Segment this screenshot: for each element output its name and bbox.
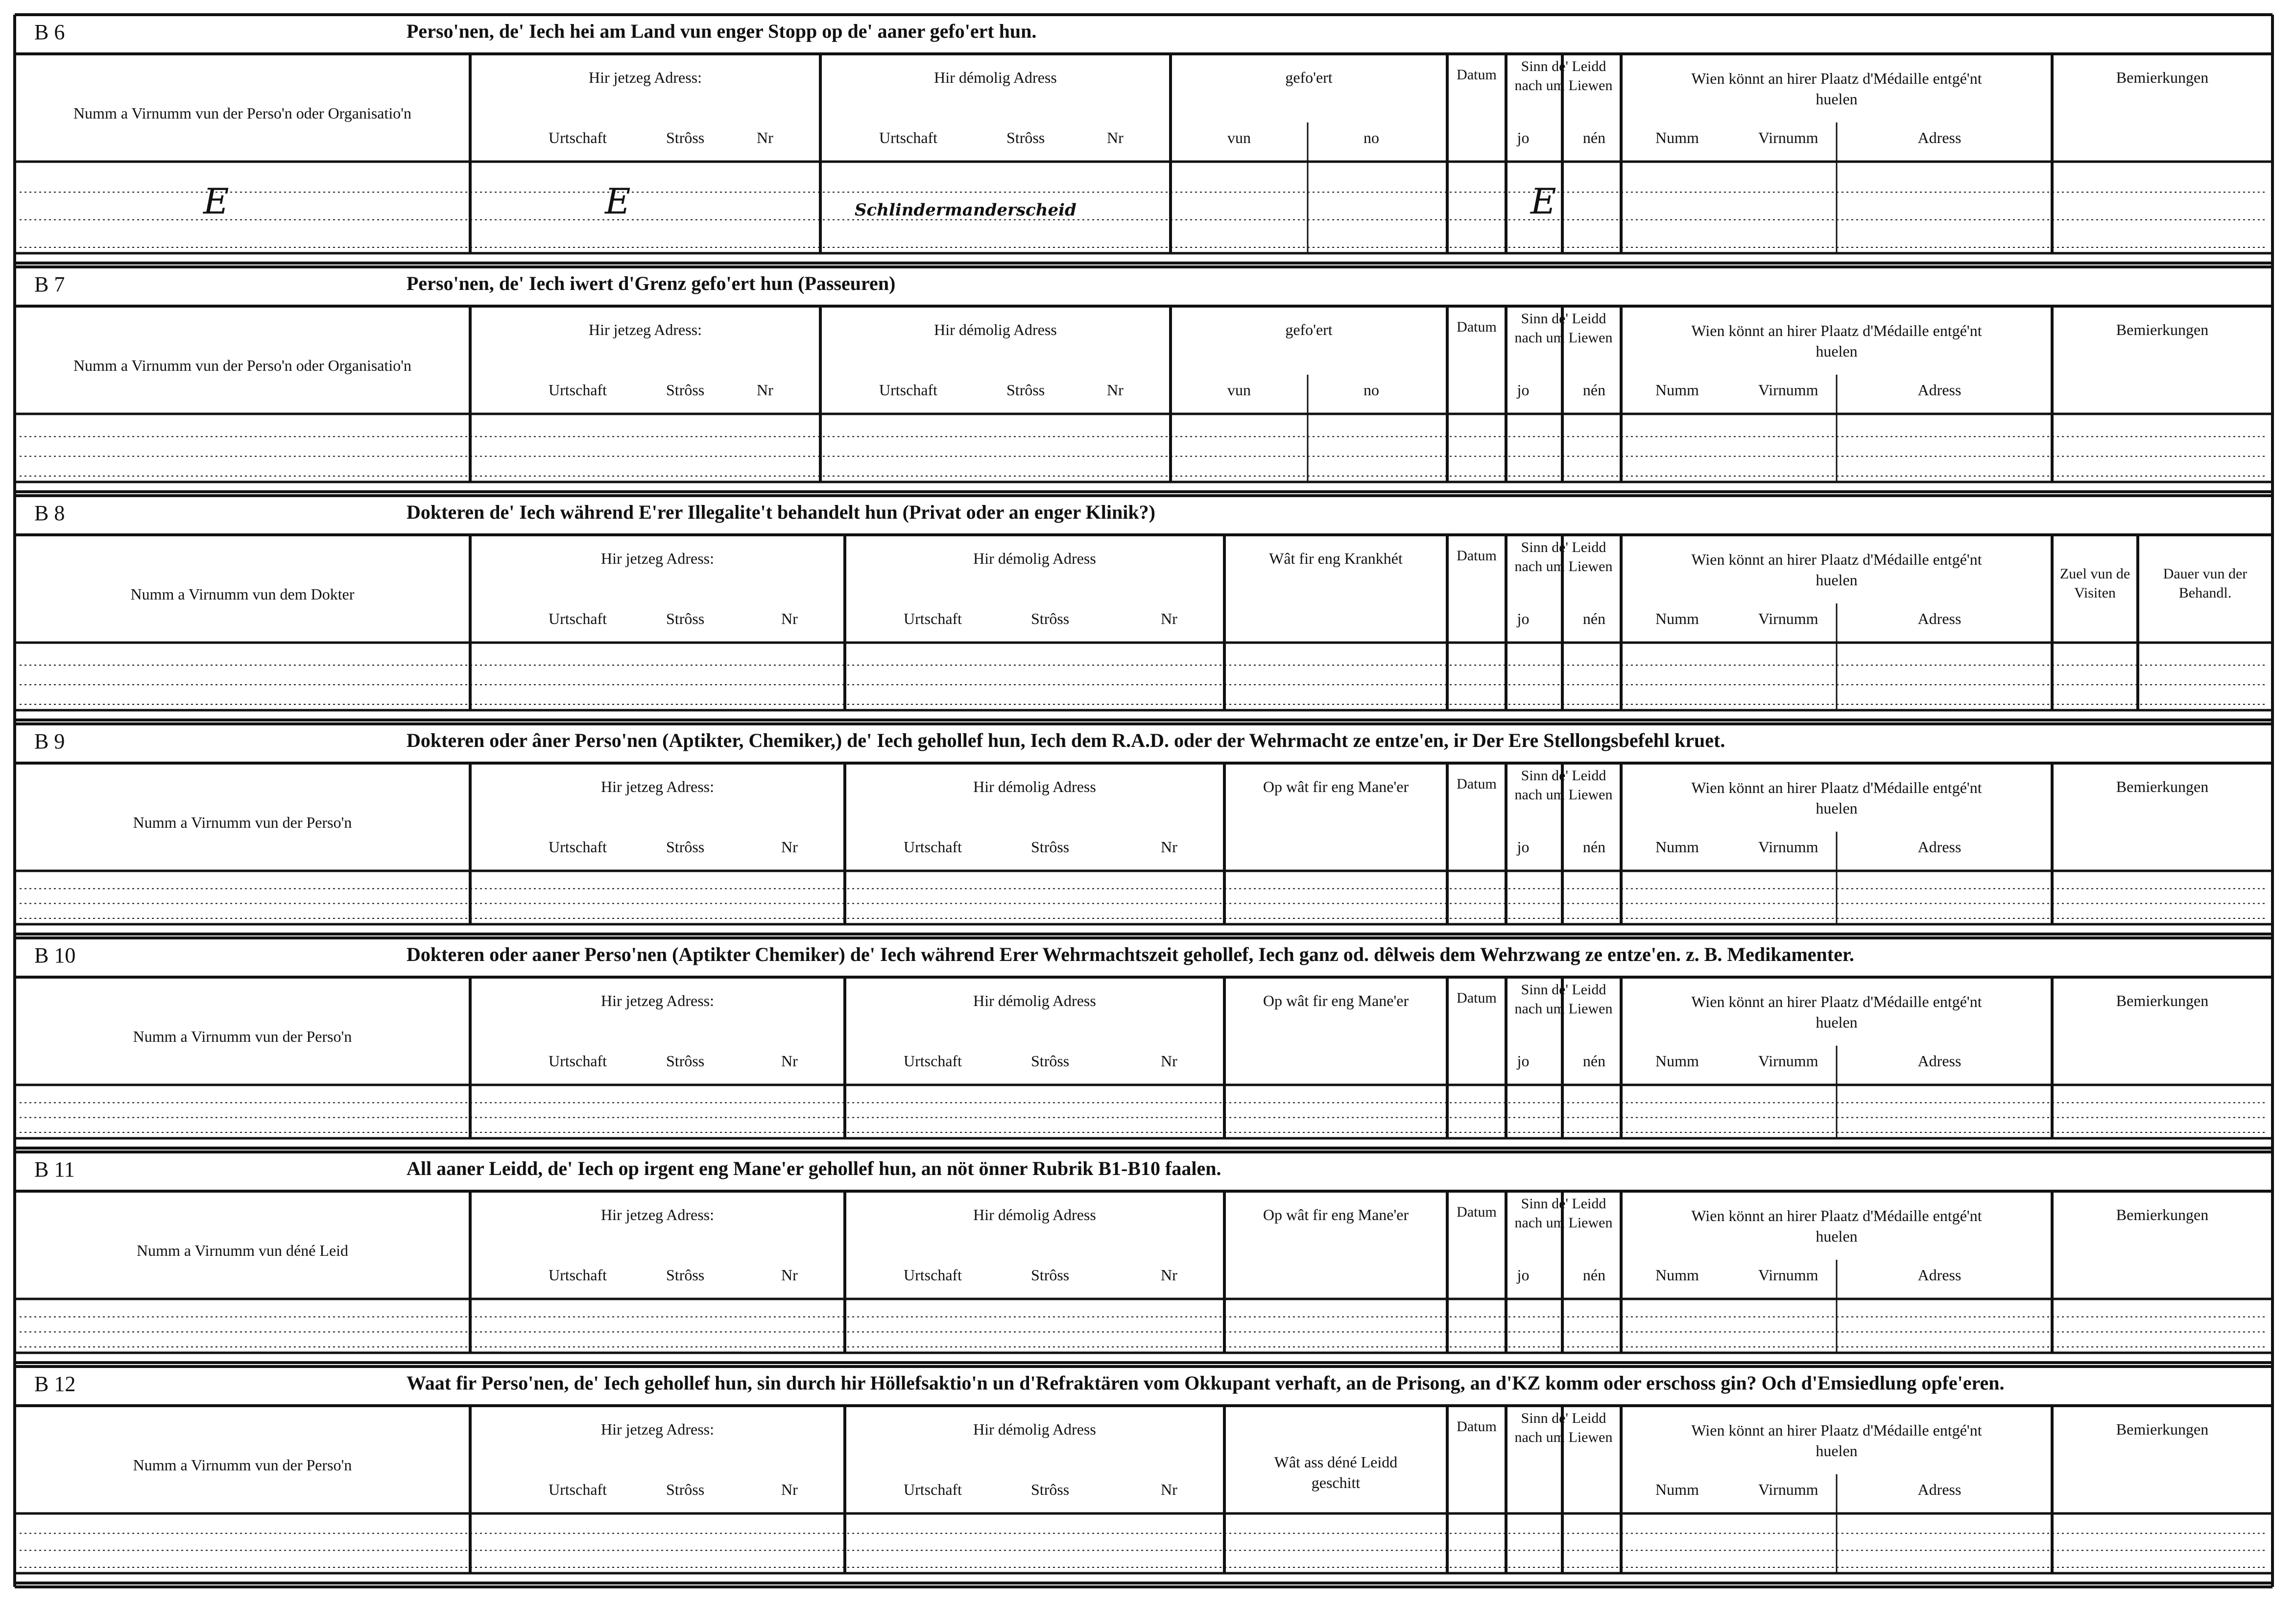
nr-subheader: Nr bbox=[1161, 1481, 1177, 1498]
address-subheader: Adress bbox=[1917, 610, 1961, 627]
name-column-header: Numm a Virnumm vun der Perso'n bbox=[133, 1456, 352, 1474]
nr-subheader: Nr bbox=[1161, 1052, 1177, 1070]
address-subheader: Adress bbox=[1917, 1052, 1961, 1070]
remarks-header: Bemierkungen bbox=[2116, 69, 2209, 86]
alive-header: Sinn de' Leidd nach um Liewen bbox=[1514, 768, 1613, 803]
col3-header: Op wât fir eng Mane'er bbox=[1263, 778, 1409, 795]
street-subheader: Strôss bbox=[666, 1481, 705, 1498]
section-id: B 7 bbox=[34, 272, 65, 296]
alive-header: Sinn de' Leidd nach um Liewen bbox=[1514, 58, 1613, 94]
address-subheader: Adress bbox=[1917, 381, 1961, 399]
nr-subheader: Nr bbox=[1107, 129, 1124, 146]
date-header: Datum bbox=[1457, 67, 1497, 83]
nr-subheader: Nr bbox=[781, 1481, 798, 1498]
date-header: Datum bbox=[1457, 1204, 1497, 1220]
place-subheader: Urtschaft bbox=[549, 1052, 607, 1070]
alive-header: Sinn de' Leidd nach um Liewen bbox=[1514, 1410, 1613, 1445]
from-subheader: vun bbox=[1227, 381, 1251, 399]
former-address-header: Hir démolig Adress bbox=[934, 321, 1057, 338]
nr-subheader: Nr bbox=[1161, 610, 1177, 627]
no-subheader: nén bbox=[1582, 1052, 1606, 1070]
yes-subheader: jo bbox=[1517, 381, 1530, 399]
lastname-subheader: Numm bbox=[1655, 838, 1699, 856]
yes-subheader: jo bbox=[1517, 1266, 1530, 1284]
medal-header: Wien könnt an hirer Plaatz d'Médaille entgé'nt huelen bbox=[1691, 1207, 1982, 1245]
yes-subheader: jo bbox=[1517, 610, 1530, 627]
no-subheader: nén bbox=[1582, 129, 1606, 146]
firstname-subheader: Virnumm bbox=[1758, 381, 1818, 399]
current-address-header: Hir jetzeg Adress: bbox=[600, 778, 715, 795]
section-title: Perso'nen, de' Iech hei am Land vun enger Stopp op de' aaner gefo'ert hun. bbox=[407, 20, 1037, 42]
street-subheader: Strôss bbox=[1031, 838, 1070, 856]
alive-header: Sinn de' Leidd nach um Liewen bbox=[1514, 1196, 1613, 1231]
date-header: Datum bbox=[1457, 990, 1497, 1006]
address-subheader: Adress bbox=[1917, 1481, 1961, 1498]
nr-subheader: Nr bbox=[1161, 838, 1177, 856]
firstname-subheader: Virnumm bbox=[1758, 1481, 1818, 1498]
lastname-subheader: Numm bbox=[1655, 129, 1699, 146]
address-subheader: Adress bbox=[1917, 1266, 1961, 1284]
street-subheader: Strôss bbox=[666, 1266, 705, 1284]
current-address-header: Hir jetzeg Adress: bbox=[600, 1206, 715, 1223]
former-address-header: Hir démolig Adress bbox=[973, 550, 1096, 567]
firstname-subheader: Virnumm bbox=[1758, 1052, 1818, 1070]
current-address-header: Hir jetzeg Adress: bbox=[588, 69, 702, 86]
col3-header: Wât ass déné Leidd geschitt bbox=[1274, 1453, 1398, 1491]
remarks-header: Bemierkungen bbox=[2116, 1420, 2209, 1438]
section-id: B 11 bbox=[34, 1157, 75, 1181]
section-title: All aaner Leidd, de' Iech op irgent eng Mane'er gehollef hun, an nöt önner Rubrik B1-B10 faalen. bbox=[407, 1157, 1221, 1179]
former-address-header: Hir démolig Adress bbox=[973, 992, 1096, 1009]
street-subheader: Strôss bbox=[1006, 129, 1045, 146]
former-address-header: Hir démolig Adress bbox=[973, 778, 1096, 795]
place-subheader: Urtschaft bbox=[549, 129, 607, 146]
place-subheader: Urtschaft bbox=[904, 1481, 962, 1498]
remarks-header: Bemierkungen bbox=[2116, 1206, 2209, 1223]
lastname-subheader: Numm bbox=[1655, 1481, 1699, 1498]
street-subheader: Strôss bbox=[1006, 381, 1045, 399]
alive-header: Sinn de' Leidd nach um Liewen bbox=[1514, 311, 1613, 346]
yes-subheader: jo bbox=[1517, 129, 1530, 146]
carried-header: gefo'ert bbox=[1285, 321, 1333, 338]
medal-header: Wien könnt an hirer Plaatz d'Médaille entgé'nt huelen bbox=[1691, 551, 1982, 589]
nr-subheader: Nr bbox=[781, 1052, 798, 1070]
section-id: B 12 bbox=[34, 1372, 76, 1396]
name-column-header: Numm a Virnumm vun dem Dokter bbox=[130, 585, 355, 603]
firstname-subheader: Virnumm bbox=[1758, 129, 1818, 146]
no-subheader: nén bbox=[1582, 1266, 1606, 1284]
name-column-header: Numm a Virnumm vun der Perso'n bbox=[133, 814, 352, 831]
col3-header: Op wât fir eng Mane'er bbox=[1263, 992, 1409, 1009]
place-subheader: Urtschaft bbox=[549, 838, 607, 856]
place-subheader: Urtschaft bbox=[549, 610, 607, 627]
nr-subheader: Nr bbox=[1161, 1266, 1177, 1284]
place-subheader: Urtschaft bbox=[879, 381, 938, 399]
yes-subheader: jo bbox=[1517, 838, 1530, 856]
street-subheader: Strôss bbox=[1031, 1052, 1070, 1070]
name-column-header: Numm a Virnumm vun déné Leid bbox=[136, 1242, 349, 1259]
no-subheader: nén bbox=[1582, 381, 1606, 399]
date-header: Datum bbox=[1457, 776, 1497, 792]
medal-header: Wien könnt an hirer Plaatz d'Médaille entgé'nt huelen bbox=[1691, 1421, 1982, 1460]
section-title: Dokteren oder âner Perso'nen (Aptikter, Chemiker,) de' Iech gehollef hun, Iech dem R.A.D. oder der Wehrmacht ze entze'en, ir Der Ere Stellongsbefehl kruet. bbox=[407, 729, 1725, 751]
place-subheader: Urtschaft bbox=[549, 1481, 607, 1498]
firstname-subheader: Virnumm bbox=[1758, 610, 1818, 627]
place-subheader: Urtschaft bbox=[904, 1052, 962, 1070]
place-subheader: Urtschaft bbox=[549, 381, 607, 399]
date-header: Datum bbox=[1457, 1418, 1497, 1435]
current-address-header: Hir jetzeg Adress: bbox=[600, 1420, 715, 1438]
place-subheader: Urtschaft bbox=[904, 610, 962, 627]
visits-header: Zuel vun de Visiten bbox=[2059, 566, 2130, 601]
section-id: B 9 bbox=[34, 729, 65, 753]
date-header: Datum bbox=[1457, 548, 1497, 564]
address-subheader: Adress bbox=[1917, 129, 1961, 146]
handwritten-alive: E bbox=[1531, 181, 1556, 222]
medal-header: Wien könnt an hirer Plaatz d'Médaille entgé'nt huelen bbox=[1691, 322, 1982, 360]
street-subheader: Strôss bbox=[666, 838, 705, 856]
col3-header: Op wât fir eng Mane'er bbox=[1263, 1206, 1409, 1223]
lastname-subheader: Numm bbox=[1655, 610, 1699, 627]
lastname-subheader: Numm bbox=[1655, 381, 1699, 399]
medal-header: Wien könnt an hirer Plaatz d'Médaille entgé'nt huelen bbox=[1691, 70, 1982, 108]
street-subheader: Strôss bbox=[1031, 1266, 1070, 1284]
from-subheader: vun bbox=[1227, 129, 1251, 146]
remarks-header: Bemierkungen bbox=[2116, 321, 2209, 338]
nr-subheader: Nr bbox=[757, 129, 773, 146]
no-subheader: nén bbox=[1582, 838, 1606, 856]
street-subheader: Strôss bbox=[666, 610, 705, 627]
handwritten-former-address: Schlindermanderscheid bbox=[855, 200, 1076, 220]
handwritten-current-address: E bbox=[605, 181, 631, 222]
street-subheader: Strôss bbox=[1031, 610, 1070, 627]
current-address-header: Hir jetzeg Adress: bbox=[600, 992, 715, 1009]
section-title: Waat fir Perso'nen, de' Iech gehollef hun, sin durch hir Höllefsaktio'n un d'Refraktären vom Okkupant verhaft, an de Prisong, an d'KZ komm oder erschoss gin? Och d'Emsiedlung opfe'eren. bbox=[407, 1372, 2005, 1394]
place-subheader: Urtschaft bbox=[549, 1266, 607, 1284]
name-column-header: Numm a Virnumm vun der Perso'n bbox=[133, 1028, 352, 1045]
to-subheader: no bbox=[1363, 129, 1379, 146]
place-subheader: Urtschaft bbox=[904, 1266, 962, 1284]
firstname-subheader: Virnumm bbox=[1758, 1266, 1818, 1284]
former-address-header: Hir démolig Adress bbox=[973, 1420, 1096, 1438]
remarks-header: Bemierkungen bbox=[2116, 778, 2209, 795]
to-subheader: no bbox=[1363, 381, 1379, 399]
former-address-header: Hir démolig Adress bbox=[934, 69, 1057, 86]
firstname-subheader: Virnumm bbox=[1758, 838, 1818, 856]
nr-subheader: Nr bbox=[757, 381, 773, 399]
section-title: Dokteren oder aaner Perso'nen (Aptikter Chemiker) de' Iech während Erer Wehrmachtszeit gehollef, Iech ganz od. dêlweis dem Wehrzwang ze entze'en. z. B. Medikamenter. bbox=[407, 943, 1854, 965]
place-subheader: Urtschaft bbox=[879, 129, 938, 146]
name-column-header: Numm a Virnumm vun der Perso'n oder Organisatio'n bbox=[73, 357, 412, 374]
lastname-subheader: Numm bbox=[1655, 1266, 1699, 1284]
medal-header: Wien könnt an hirer Plaatz d'Médaille entgé'nt huelen bbox=[1691, 993, 1982, 1031]
no-subheader: nén bbox=[1582, 610, 1606, 627]
current-address-header: Hir jetzeg Adress: bbox=[600, 550, 715, 567]
remarks-header: Bemierkungen bbox=[2116, 992, 2209, 1009]
col3-header: Wât fir eng Krankhét bbox=[1269, 550, 1403, 567]
section-title: Perso'nen, de' Iech iwert d'Grenz gefo'ert hun (Passeuren) bbox=[407, 272, 896, 294]
duration-header: Dauer vun der Behandl. bbox=[2163, 566, 2248, 601]
street-subheader: Strôss bbox=[666, 381, 705, 399]
section-id: B 6 bbox=[34, 20, 65, 44]
current-address-header: Hir jetzeg Adress: bbox=[588, 321, 702, 338]
former-address-header: Hir démolig Adress bbox=[973, 1206, 1096, 1223]
section-title: Dokteren de' Iech während E'rer Illegalite't behandelt hun (Privat oder an enger Klinik?) bbox=[407, 501, 1155, 523]
name-column-header: Numm a Virnumm vun der Perso'n oder Organisatio'n bbox=[73, 104, 412, 122]
handwritten-name: E bbox=[203, 181, 229, 222]
date-header: Datum bbox=[1457, 319, 1497, 335]
street-subheader: Strôss bbox=[666, 1052, 705, 1070]
lastname-subheader: Numm bbox=[1655, 1052, 1699, 1070]
nr-subheader: Nr bbox=[781, 610, 798, 627]
street-subheader: Strôss bbox=[1031, 1481, 1070, 1498]
nr-subheader: Nr bbox=[781, 1266, 798, 1284]
section-id: B 10 bbox=[34, 943, 76, 967]
street-subheader: Strôss bbox=[666, 129, 705, 146]
medal-header: Wien könnt an hirer Plaatz d'Médaille entgé'nt huelen bbox=[1691, 779, 1982, 817]
address-subheader: Adress bbox=[1917, 838, 1961, 856]
nr-subheader: Nr bbox=[781, 838, 798, 856]
yes-subheader: jo bbox=[1517, 1052, 1530, 1070]
section-id: B 8 bbox=[34, 501, 65, 525]
nr-subheader: Nr bbox=[1107, 381, 1124, 399]
alive-header: Sinn de' Leidd nach um Liewen bbox=[1514, 539, 1613, 575]
alive-header: Sinn de' Leidd nach um Liewen bbox=[1514, 982, 1613, 1017]
place-subheader: Urtschaft bbox=[904, 838, 962, 856]
carried-header: gefo'ert bbox=[1285, 69, 1333, 86]
